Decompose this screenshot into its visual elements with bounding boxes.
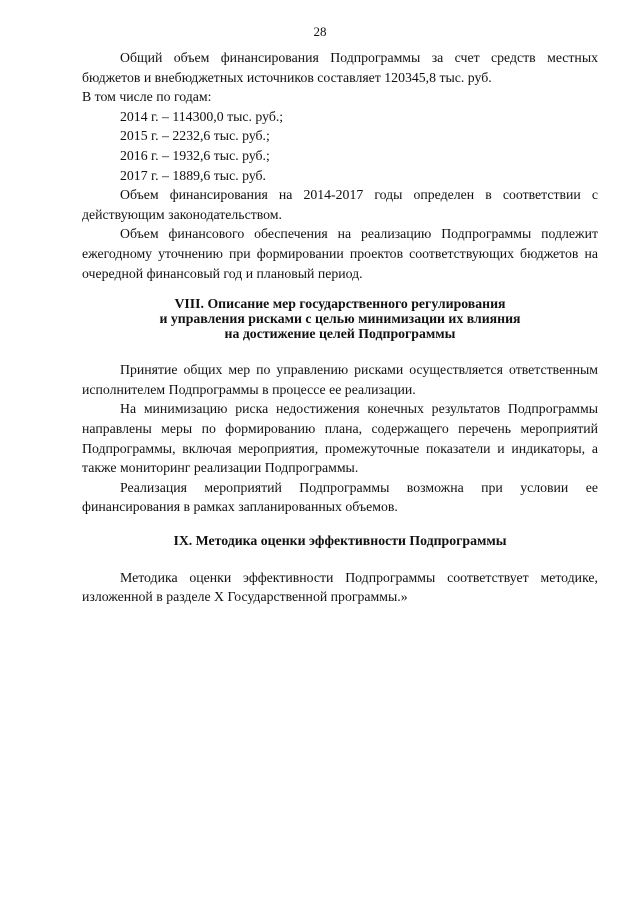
financing-year-2015: 2015 г. – 2232,6 тыс. руб.;	[120, 128, 270, 144]
financing-year-2016: 2016 г. – 1932,6 тыс. руб.;	[120, 147, 270, 163]
section-8-heading-line: на достижение целей Подпрограммы	[224, 326, 456, 342]
section-8-paragraph: Реализация мероприятий Подпрограммы возможна при условии ее финансирования в рамках запланированных объемов.	[82, 479, 598, 515]
financing-year-2014: 2014 г. – 114300,0 тыс. руб.;	[120, 108, 284, 124]
section-9-heading: IX. Методика оценки эффективности Подпрограммы	[173, 532, 507, 548]
page-number: 28	[313, 24, 327, 39]
section-8-paragraph: На минимизацию риска недостижения конечных результатов Подпрограммы направлены меры по формированию плана, содержащего перечень мероприятий Подпрограммы, включая мероприятия, промежуточные показатели и индикаторы, а также мониторинг реализации Подпрограммы.	[82, 401, 598, 476]
section-8-heading-line: и управления рисками с целью минимизации их влияния	[159, 311, 521, 327]
financing-refine-paragraph: Объем финансового обеспечения на реализацию Подпрограммы подлежит ежегодному уточнению при формировании проектов соответствующих бюджетов на очередной финансовый год и плановый период.	[82, 226, 598, 281]
financing-by-years-intro: В том числе по годам:	[82, 89, 212, 105]
document-body	[82, 48, 598, 607]
financing-law-paragraph: Объем финансирования на 2014-2017 годы определен в соответствии с действующим законодательством.	[82, 187, 598, 222]
section-8-heading-line: VIII. Описание мер государственного регулирования	[174, 296, 506, 312]
section-8-paragraph: Принятие общих мер по управлению рисками осуществляется ответственным исполнителем Подпрограммы в процессе ее реализации.	[82, 362, 598, 397]
financing-total-paragraph: Общий объем финансирования Подпрограммы за счет средств местных бюджетов и внебюджетных источников составляет 120345,8 тыс. руб.	[82, 50, 598, 85]
section-8-heading	[82, 296, 598, 341]
section-9-paragraph: Методика оценки эффективности Подпрограммы соответствует методике, изложенной в разделе X Государственной программы.»	[82, 569, 598, 605]
financing-year-2017: 2017 г. – 1889,6 тыс. руб.	[120, 167, 267, 183]
